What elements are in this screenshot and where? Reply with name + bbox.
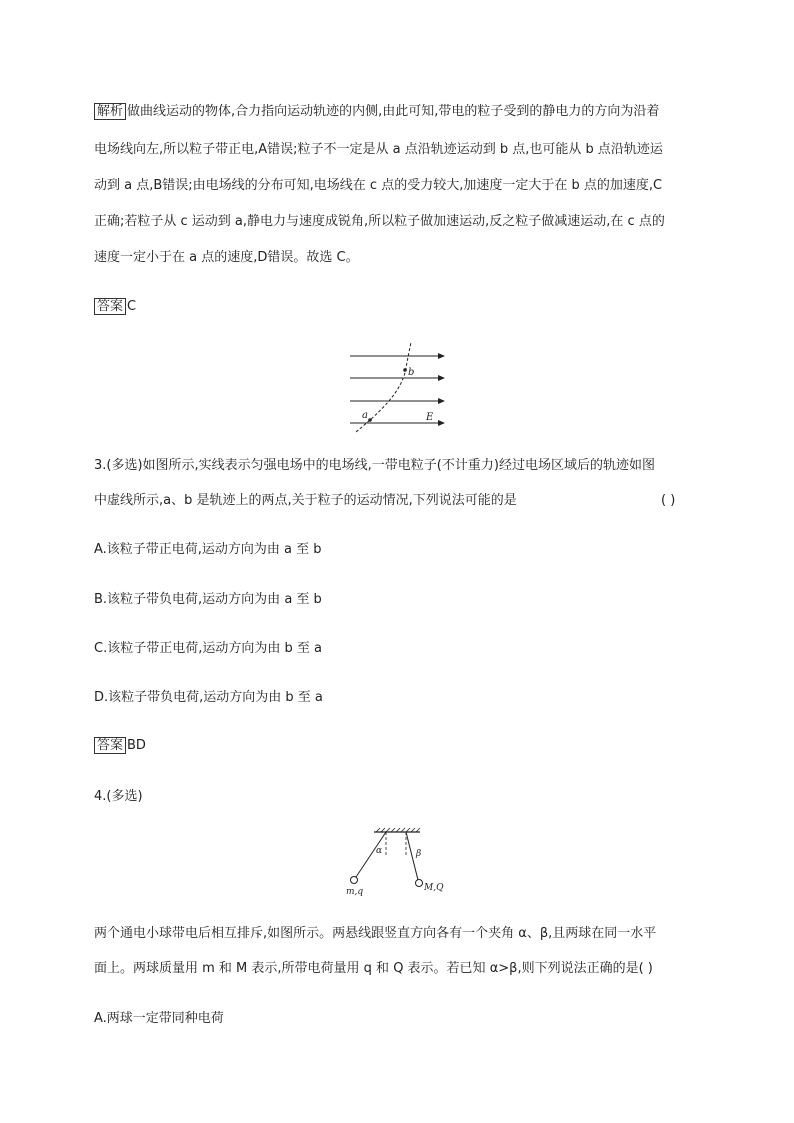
electric-field-figure [340, 340, 455, 435]
label-alpha: α [376, 846, 383, 856]
ball-right [416, 880, 423, 887]
label-b: b [408, 367, 415, 378]
explanation-line-4: 正确;若粒子从 c 运动到 a,静电力与速度成锐角,所以粒子做加速运动,反之粒子做减速运动,在 c 点的 [94, 214, 665, 229]
answer-row-1 [94, 299, 136, 315]
label-MQ: M,Q [424, 883, 444, 893]
explanation-line-3: 动到 a 点,B错误;由电场线的分布可知,电场线在 c 点的受力较大,加速度一定大于在 b 点的加速度,C [94, 178, 663, 193]
ball-left [351, 877, 358, 884]
explanation-tag: 解析 [94, 103, 126, 120]
answer-tag-1: 答案 [94, 298, 126, 315]
point-b [403, 368, 407, 372]
q3-option-c: C.该粒子带正电荷,运动方向为由 b 至 a [94, 641, 322, 656]
label-mq: m,q [346, 887, 364, 896]
q3-option-d: D.该粒子带负电荷,运动方向为由 b 至 a [94, 690, 323, 705]
q3-line-1: 3.(多选)如图所示,实线表示匀强电场中的电场线,一带电粒子(不计重力)经过电场区域后的轨迹如图 [94, 458, 655, 473]
q3-answer-paren: ( ) [661, 493, 676, 508]
q4-header: 4.(多选) [94, 789, 143, 804]
label-E: E [426, 412, 434, 423]
explanation-line-5: 速度一定小于在 a 点的速度,D错误。故选 C。 [94, 250, 359, 265]
answer-value-1: C [127, 299, 137, 314]
pendulum-figure [338, 826, 458, 896]
answer-value-2: BD [127, 738, 146, 753]
q4-option-a: A.两球一定带同种电荷 [94, 1011, 224, 1026]
explanation-line-1: 解析 做曲线运动的物体,合力指向运动轨迹的内侧,由此可知,带电的粒子受到的静电力的方向为沿着 [94, 104, 659, 120]
label-a: a [362, 410, 368, 421]
answer-row-2 [94, 738, 146, 754]
answer-tag-2: 答案 [94, 737, 126, 754]
q4-line-2: 面上。两球质量用 m 和 M 表示,所带电荷量用 q 和 Q 表示。若已知 α>β,则下列说法正确的是( ) [94, 961, 653, 976]
point-a [368, 418, 372, 422]
q4-line-1: 两个通电小球带电后相互排斥,如图所示。两悬线跟竖直方向各有一个夹角 α、β,且两球在同一水平 [94, 926, 657, 941]
q3-option-b: B.该粒子带负电荷,运动方向为由 a 至 b [94, 592, 322, 607]
q3-line-2: 中虚线所示,a、b 是轨迹上的两点,关于粒子的运动情况,下列说法可能的是 [94, 493, 517, 508]
q3-option-a: A.该粒子带正电荷,运动方向为由 a 至 b [94, 542, 322, 557]
label-beta: β [416, 849, 422, 859]
explanation-line-2: 电场线向左,所以粒子带正电,A错误;粒子不一定是从 a 点沿轨迹运动到 b 点,也可能从 b 点沿轨迹运 [94, 142, 663, 157]
